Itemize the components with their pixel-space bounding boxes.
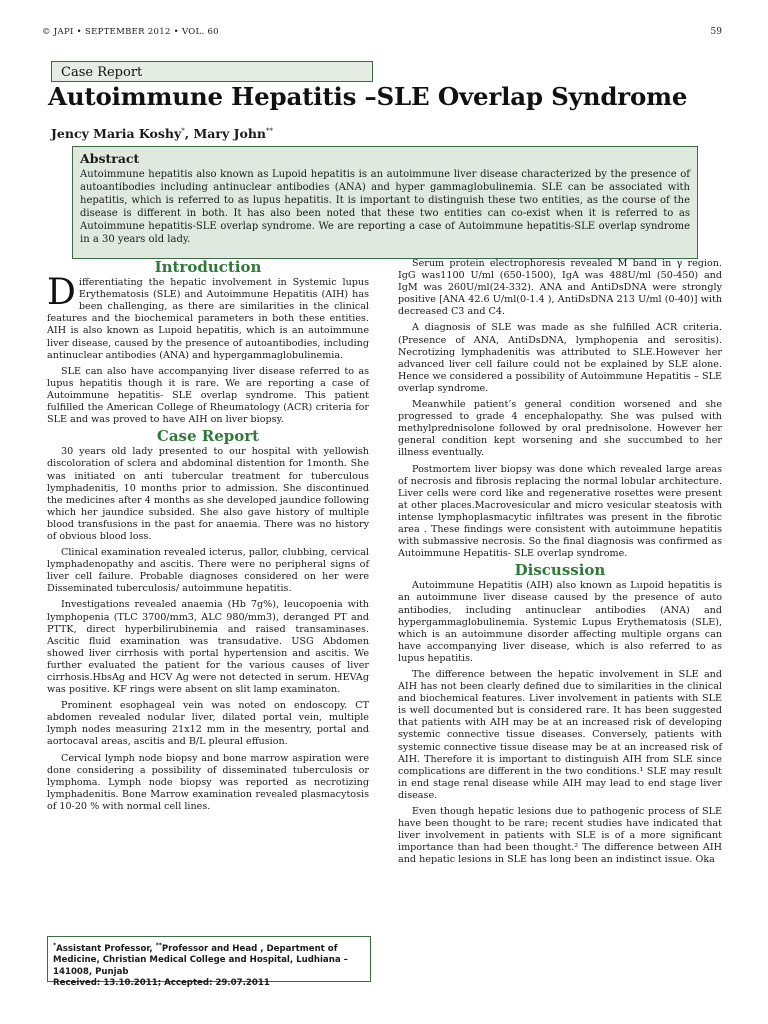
case-report-heading: Case Report (156, 427, 260, 446)
case-paragraph-r1: Serum protein electrophoresis revealed M band in γ region. IgG was1100 U/ml (650-1500), IgA was 488U/ml (50-450) and IgM was 260U/ml(24-332). ANA and AntiDsDNA were strongly positive [ANA 42.6 U/ml(0-1.4 ), AntiDsDNA 213 U/ml (0-40)] with decreased C3 and C4. (398, 258, 722, 318)
journal-header: © JAPI • SEPTEMBER 2012 • VOL. 60 (42, 27, 219, 37)
drop-cap: D (47, 272, 76, 314)
case-paragraph-r3: Meanwhile patient’s general condition worsened and she progressed to grade 4 encephalopathy. She was pulsed with methylprednisolone followed by oral prednisolone. However her general condition kept worsening and she succumbed to her illness eventually. (398, 399, 722, 459)
article-type-label: Case Report (61, 65, 143, 80)
intro-paragraph-1-text: ifferentiating the hepatic involvement in Systemic lupus Erythematosis (SLE) and Autoimmune Hepatitis (AIH) has been challenging, as there are similarities in the clinical features and the biochemical parameters in both these entities. AIH is also known as Lupoid hepatitis, which is an autoimmune liver disease, caused by the presence of autoantibodies, including antinuclear antibodies (ANA) and hypergammaglobulinemia. (47, 277, 369, 361)
footnote-mark-2: ** (155, 942, 162, 949)
case-paragraph-r2: A diagnosis of SLE was made as she fulfilled ACR criteria. (Presence of ANA, AntiDsDNA, lymphopenia and serositis). Necrotizing lymphadenitis was attributed to SLE.However her advanced liver cell failure could not be explained by SLE alone. Hence we considered a possibility of Autoimmune Hepatitis – SLE overlap syndrome. (398, 322, 722, 394)
article-type-box (51, 61, 373, 82)
page-number: 59 (710, 27, 722, 37)
right-column (398, 258, 722, 871)
case-paragraph-3: Investigations revealed anaemia (Hb 7g%), leucopoenia with lymphopenia (TLC 3700/mm3, ALC 980/mm3), deranged PT and PTTK, direct hyperbilirubinemia and raised transaminases. Ascitic fluid examination was transudative. USG Abdomen showed liver cirrhosis with portal hypertension and ascitis. We further evaluated the patient for the various causes of liver cirrhosis.HbsAg and HCV Ag were not detected in serum. HEVAg was positive. KF rings were absent on slit lamp examinaton. (47, 599, 369, 696)
discussion-paragraph-3: Even though hepatic lesions due to pathogenic process of SLE have been thought to be rare; recent studies have indicated that liver involvement in patients with SLE is of a more significant importance than had been thought.² The difference between AIH and hepatic lesions in SLE has long been an indistinct issue. Oka (398, 806, 722, 866)
case-paragraph-r4: Postmortem liver biopsy was done which revealed large areas of necrosis and fibrosis replacing the normal lobular architecture. Liver cells were cord like and regenerative rosettes were present at other places.Macrovesicular and micro vesicular steatosis with intense lymphoplasmacytic infiltrates was present in the fibrotic area . These findings were consistent with autoimmune hepatitis with submassive necrosis. So the final diagnosis was confirmed as Autoimmune Hepatitis- SLE overlap syndrome. (398, 463, 722, 560)
abstract-heading: Abstract (80, 151, 140, 166)
author-1-mark: * (181, 126, 185, 135)
left-column (47, 258, 369, 817)
abstract-box (72, 146, 698, 259)
author-list (51, 126, 273, 141)
affiliation-footnote (47, 936, 371, 989)
intro-paragraph-1 (47, 272, 369, 362)
case-paragraph-2: Clinical examination revealed icterus, pallor, clubbing, cervical lymphadenopathy and ascitis. There were no peripheral signs of liver cell failure. Probable diagnoses considered on her were Disseminated tuberculosis/ autoimmune hepatitis. (47, 547, 369, 595)
footnote-mark-1: * (53, 942, 57, 949)
author-separator: , (184, 126, 194, 141)
introduction-heading: Introduction (154, 258, 262, 276)
author-2-mark: ** (266, 126, 274, 135)
discussion-paragraph-1: Autoimmune Hepatitis (AIH) also known as Lupoid hepatitis is an autoimmune liver disease caused by the presence of auto antibodies, including antinuclear antibodies (ANA) and hypergammaglobulinemia. Systemic Lupus Erythematosis (SLE), which is an autoimmune disorder affecting multiple organs can have accompanying liver disease, which is also referred to as lupus hepatitis. (398, 580, 722, 664)
footnote-affiliation-1: Assistant Professor, (56, 943, 156, 954)
footnote-affiliation-2: Professor and Head , Department of Medicine, Christian Medical College and Hospital, Ludhiana – 141008, Punjab (53, 943, 348, 977)
case-paragraph-1: 30 years old lady presented to our hospital with yellowish discoloration of sclera and abdominal distention for 1month. She was initiated on anti tubercular treatment for tuberculous lymphadenitis, 10 months prior to admission. She discontinued the medicines after 4 months as she developed jaundice following which her jaundice subsided. She also gave history of multiple blood transfusions in the past for anaemia. There was no history of obvious blood loss. (47, 446, 369, 542)
author-2: Mary John (193, 126, 267, 141)
author-1: Jency Maria Koshy (51, 126, 182, 141)
discussion-heading: Discussion (514, 561, 606, 580)
received-accepted-dates: Received: 13.10.2011; Accepted: 29.07.2011 (53, 978, 270, 989)
intro-paragraph-2: SLE can also have accompanying liver disease referred to as lupus hepatitis though it is rare. We are reporting a case of Autoimmune hepatitis- SLE overlap syndrome. This patient fulfilled the American College of Rheumatology (ACR) criteria for SLE and was proved to have AIH on liver biopsy. (47, 365, 369, 426)
abstract-text: Autoimmune hepatitis also known as Lupoid hepatitis is an autoimmune liver disease characterized by the presence of autoantibodies including antinuclear antibodies (ANA) and hyper gammaglobulinemia. SLE can be associated with hepatitis, which is referred to as lupus hepatitis. It is important to distinguish these two entities, as the course of the disease is different in both. It has also been noted that these two entities can co-exist when it is referred to as Autoimmune hepatitis-SLE overlap syndrome. We are reporting a case of Autoimmune hepatitis-SLE overlap syndrome in a 30 years old lady. (80, 169, 690, 245)
article-title: Autoimmune Hepatitis –SLE Overlap Syndrome (48, 82, 688, 111)
discussion-paragraph-2: The difference between the hepatic involvement in SLE and AIH has not been clearly defined due to similarities in the clinical and biochemical features. Liver involvement in patients with SLE is well documented but is considered rare. It has been suggested that patients with AIH may be at an increased risk of developing systemic connective tissue diseases. Conversely, patients with systemic connective tissue disease may be at an increased risk of AIH. Therefore it is important to distinguish AIH from SLE since complications are different in the two conditions.¹ SLE may result in end stage renal disease while AIH may lead to end stage liver disease. (398, 669, 722, 801)
case-paragraph-5: Cervical lymph node biopsy and bone marrow aspiration were done considering a possibility of disseminated tuberculosis or lymphoma. Lymph node biopsy was reported as necrotizing lymphadenitis. Bone Marrow examination revealed plasmacytosis of 10-20 % with normal cell lines. (47, 752, 369, 812)
case-paragraph-4: Prominent esophageal vein was noted on endoscopy. CT abdomen revealed nodular liver, dilated portal vein, multiple lymph nodes measuring 21x12 mm in the mesentry, portal and aortocaval areas, ascitis and B/L pleural effusion. (47, 700, 369, 748)
